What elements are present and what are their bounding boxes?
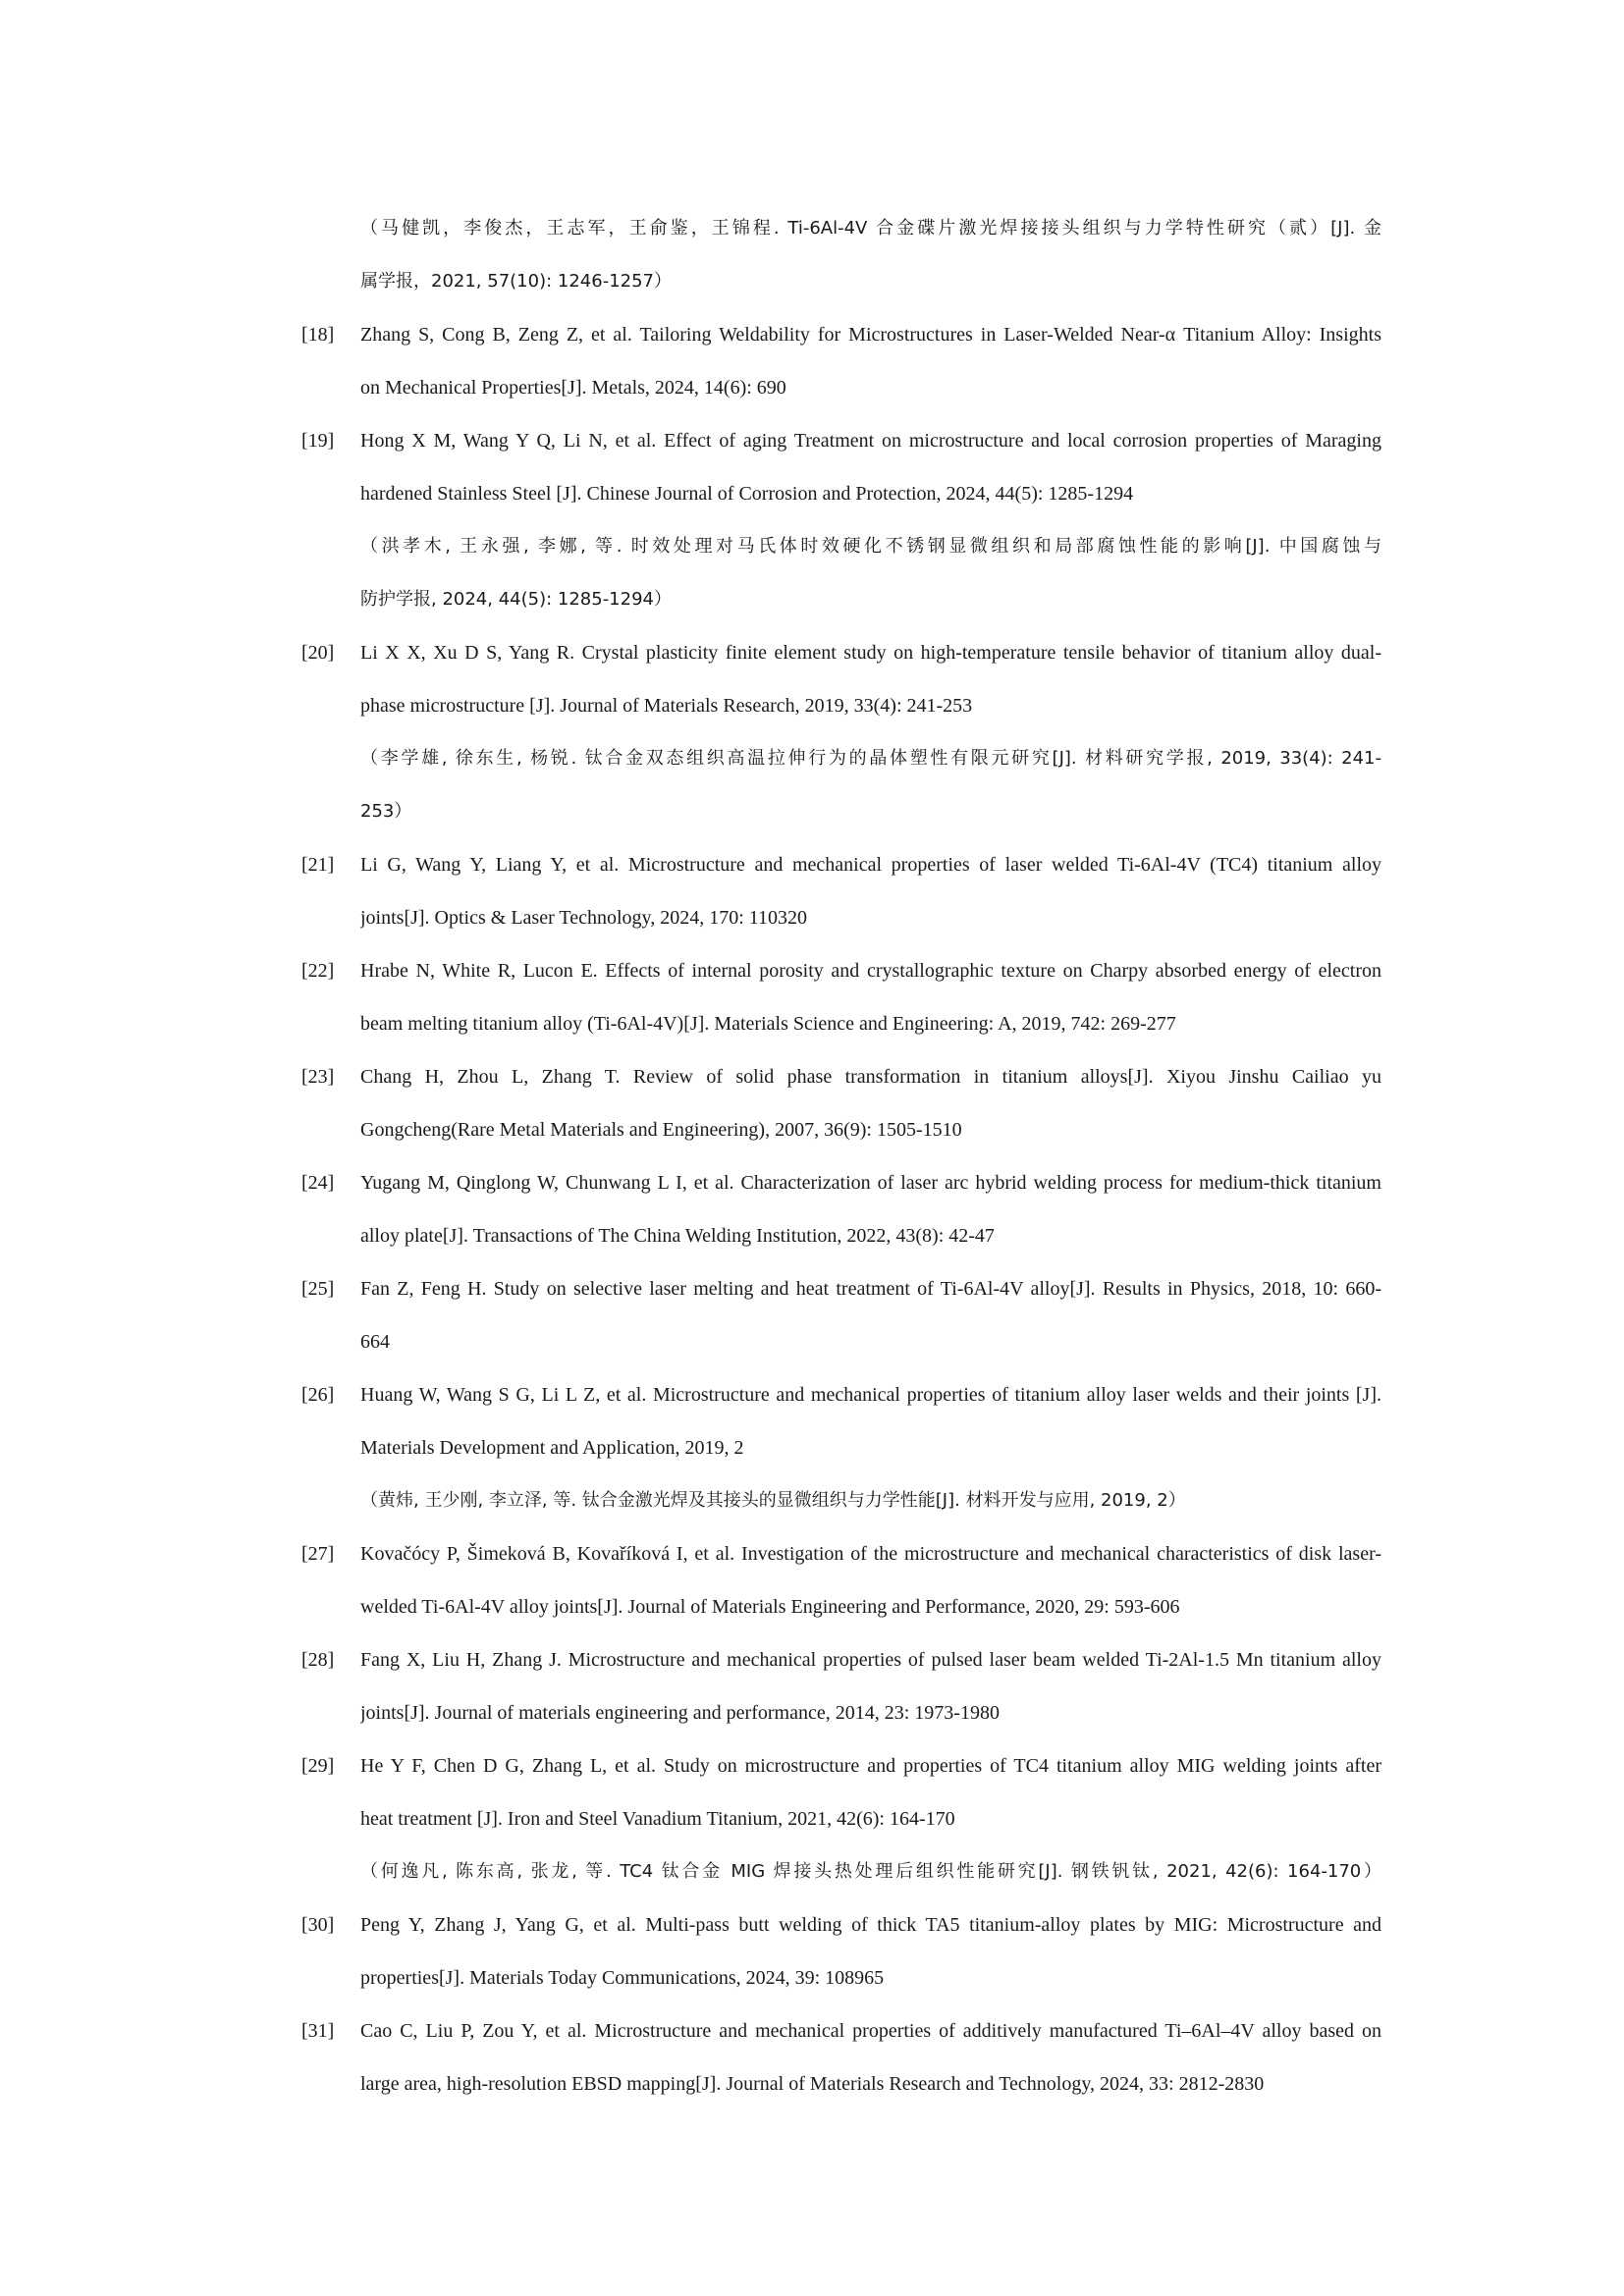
reference-line-chinese: （洪孝木, 王永强, 李娜, 等. 时效处理对马氏体时效硬化不锈钢显微组织和局部腐蚀性能的影响[J]. 中国腐蚀与	[360, 536, 1381, 557]
reference-line: Materials Development and Application, 2019, 2	[360, 1437, 744, 1459]
reference-number: [25]	[301, 1278, 335, 1300]
reference-line: phase microstructure [J]. Journal of Materials Research, 2019, 33(4): 241-253	[360, 695, 973, 717]
reference-line-chinese: （黄炜, 王少刚, 李立泽, 等. 钛合金激光焊及其接头的显微组织与力学性能[J]. 材料开发与应用, 2019, 2）	[360, 1490, 1186, 1511]
reference-line: joints[J]. Journal of materials engineering and performance, 2014, 23: 1973-1980	[360, 1702, 1000, 1724]
reference-line: Li X X, Xu D S, Yang R. Crystal plasticity finite element study on high-temperature tensile behavior of titanium alloy dual-	[360, 642, 1381, 664]
reference-line: on Mechanical Properties[J]. Metals, 2024, 14(6): 690	[360, 377, 786, 399]
reference-entry	[301, 2004, 1381, 2110]
reference-line: Fang X, Liu H, Zhang J. Microstructure and mechanical properties of pulsed laser beam welded Ti-2Al-1.5 Mn titanium alloy	[360, 1649, 1381, 1671]
reference-number: [29]	[301, 1755, 335, 1777]
reference-text	[360, 1898, 1381, 2004]
reference-entry	[301, 1633, 1381, 1739]
reference-line: Peng Y, Zhang J, Yang G, et al. Multi-pass butt welding of thick TA5 titanium-alloy plates by MIG: Microstructure and	[360, 1914, 1381, 1936]
reference-number: [22]	[301, 960, 335, 982]
reference-line: beam melting titanium alloy (Ti-6Al-4V)[J]. Materials Science and Engineering: A, 2019, 742: 269-277	[360, 1013, 1176, 1035]
reference-line-chinese: 防护学报, 2024, 44(5): 1285-1294）	[360, 589, 672, 610]
reference-line: Huang W, Wang S G, Li L Z, et al. Microstructure and mechanical properties of titanium alloy laser welds and their joints [J].	[360, 1384, 1381, 1406]
reference-text	[360, 1156, 1381, 1262]
reference-line-chinese: （何逸凡, 陈东高, 张龙, 等. TC4 钛合金 MIG 焊接头热处理后组织性能研究[J]. 钢铁钒钛, 2021, 42(6): 164-170）	[360, 1861, 1381, 1882]
reference-line-chinese: 属学报，2021, 57(10): 1246-1257）	[360, 271, 673, 292]
reference-line: Cao C, Liu P, Zou Y, et al. Microstructure and mechanical properties of additively manufactured Ti–6Al–4V alloy based on	[360, 2020, 1381, 2042]
reference-line-chinese: （马健凯，李俊杰，王志军，王俞鉴，王锦程. Ti-6Al-4V 合金碟片激光焊接接头组织与力学特性研究（贰）[J]. 金	[360, 218, 1381, 239]
reference-entry	[301, 1527, 1381, 1633]
reference-number: [31]	[301, 2020, 335, 2042]
reference-number: [24]	[301, 1172, 335, 1194]
reference-entry	[301, 1898, 1381, 2004]
reference-entry	[301, 1368, 1381, 1527]
reference-line: Hrabe N, White R, Lucon E. Effects of internal porosity and crystallographic texture on Charpy absorbed energy of electron	[360, 960, 1381, 982]
reference-line: Gongcheng(Rare Metal Materials and Engineering), 2007, 36(9): 1505-1510	[360, 1119, 962, 1141]
reference-line-chinese: 253）	[360, 801, 412, 822]
reference-entry	[301, 1739, 1381, 1898]
reference-line-chinese: （李学雄, 徐东生, 杨锐. 钛合金双态组织高温拉伸行为的晶体塑性有限元研究[J]. 材料研究学报, 2019, 33(4): 241-	[360, 748, 1381, 769]
reference-entry	[301, 1156, 1381, 1262]
reference-entry	[301, 414, 1381, 626]
reference-text	[360, 1368, 1381, 1527]
reference-line: Zhang S, Cong B, Zeng Z, et al. Tailoring Weldability for Microstructures in Laser-Welded Near-α Titanium Alloy: Insights	[360, 324, 1381, 346]
reference-text	[360, 944, 1381, 1050]
reference-line: 664	[360, 1331, 390, 1353]
reference-entry	[301, 1262, 1381, 1368]
reference-line: properties[J]. Materials Today Communications, 2024, 39: 108965	[360, 1967, 885, 1989]
reference-text	[360, 1633, 1381, 1739]
reference-text	[360, 1739, 1381, 1898]
reference-line: joints[J]. Optics & Laser Technology, 2024, 170: 110320	[360, 907, 808, 929]
reference-entry	[301, 1050, 1381, 1156]
reference-line: welded Ti-6Al-4V alloy joints[J]. Journal of Materials Engineering and Performance, 2020, 29: 593-606	[360, 1596, 1180, 1618]
reference-line: Hong X M, Wang Y Q, Li N, et al. Effect of aging Treatment on microstructure and local corrosion properties of Maraging	[360, 430, 1381, 452]
reference-entry	[301, 944, 1381, 1050]
reference-line: alloy plate[J]. Transactions of The China Welding Institution, 2022, 43(8): 42-47	[360, 1225, 995, 1247]
reference-line: hardened Stainless Steel [J]. Chinese Journal of Corrosion and Protection, 2024, 44(5): 1285-1294	[360, 483, 1134, 505]
reference-line: Kovačócy P, Šimeková B, Kovaříková I, et al. Investigation of the microstructure and mechanical characteristics of disk laser-	[360, 1543, 1381, 1565]
reference-text	[360, 838, 1381, 944]
reference-number: [21]	[301, 854, 335, 876]
reference-text	[360, 2004, 1381, 2110]
reference-number: [19]	[301, 430, 335, 452]
reference-entry	[301, 308, 1381, 414]
reference-line: heat treatment [J]. Iron and Steel Vanadium Titanium, 2021, 42(6): 164-170	[360, 1808, 955, 1830]
reference-number: [20]	[301, 642, 335, 664]
reference-text	[360, 1527, 1381, 1633]
reference-text	[360, 414, 1381, 626]
reference-entry	[301, 838, 1381, 944]
reference-entry	[301, 626, 1381, 838]
reference-number: [18]	[301, 324, 335, 346]
reference-text	[360, 202, 1381, 308]
reference-list	[301, 202, 1381, 2110]
reference-text	[360, 1262, 1381, 1368]
reference-line: Fan Z, Feng H. Study on selective laser melting and heat treatment of Ti-6Al-4V alloy[J]. Results in Physics, 2018, 10: 660-	[360, 1278, 1381, 1300]
reference-line: Chang H, Zhou L, Zhang T. Review of solid phase transformation in titanium alloys[J]. Xiyou Jinshu Cailiao yu	[360, 1066, 1381, 1088]
reference-line: Li G, Wang Y, Liang Y, et al. Microstructure and mechanical properties of laser welded Ti-6Al-4V (TC4) titanium alloy	[360, 854, 1381, 876]
reference-entry	[301, 202, 1381, 308]
reference-number: [28]	[301, 1649, 335, 1671]
reference-text	[360, 308, 1381, 414]
reference-text	[360, 1050, 1381, 1156]
reference-number: [23]	[301, 1066, 335, 1088]
reference-number: [30]	[301, 1914, 335, 1936]
reference-number: [26]	[301, 1384, 335, 1406]
reference-text	[360, 626, 1381, 838]
reference-line: He Y F, Chen D G, Zhang L, et al. Study on microstructure and properties of TC4 titanium alloy MIG welding joints after	[360, 1755, 1381, 1777]
reference-number: [27]	[301, 1543, 335, 1565]
reference-line: Yugang M, Qinglong W, Chunwang L I, et al. Characterization of laser arc hybrid welding process for medium-thick titanium	[360, 1172, 1381, 1194]
reference-line: large area, high-resolution EBSD mapping[J]. Journal of Materials Research and Technology, 2024, 33: 2812-2830	[360, 2073, 1265, 2095]
